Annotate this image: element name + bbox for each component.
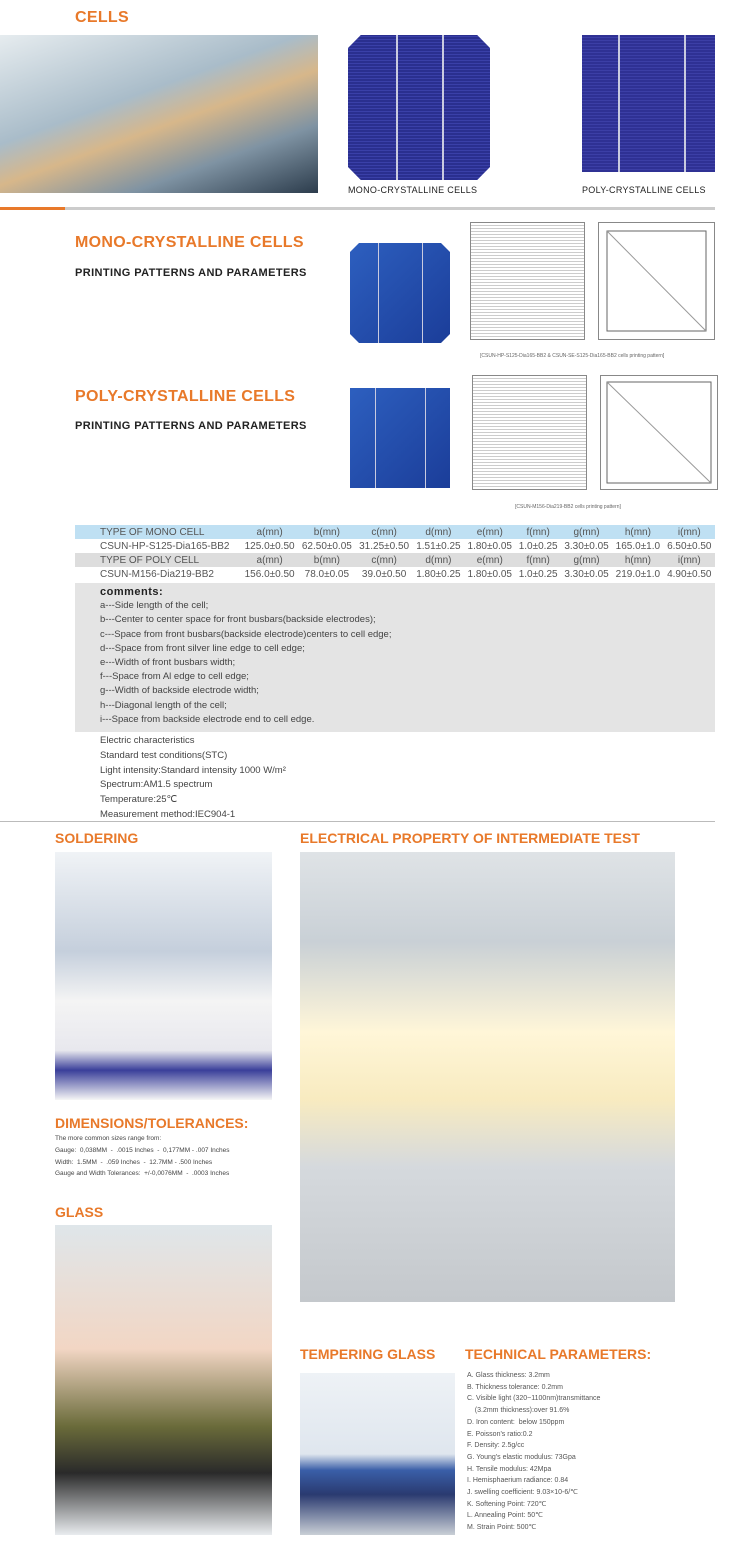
table-cell: 1.80±0.05 [467,540,512,552]
electric-line: Light intensity:Standard intensity 1000 W/m² [100,764,286,776]
technical-parameters-list [467,1370,600,1534]
poly-back-diagram [600,375,718,490]
divider-accent [0,207,65,210]
table-cell: 3.30±0.05 [564,540,609,552]
technical-item: G. Young's elastic modulus: 73Gpa [467,1453,576,1461]
table-cell: 4.90±0.50 [667,568,712,580]
technical-item: L. Annealing Point: 50℃ [467,1512,543,1520]
dimension-line: Width: 1.5MM - .059 Inches - 12.7MM - .500 Inches [55,1158,213,1166]
electric-line: Temperature:25℃ [100,794,178,806]
comment-item: b---Center to center space for front busbars(backside electrodes); [100,614,376,626]
technical-item: H. Tensile modulus: 42Mpa [467,1465,552,1473]
poly-cell-pattern-image [350,388,450,488]
table-cell: 78.0±0.05 [304,568,350,580]
table-cell: d(mn) [425,526,452,538]
technical-item: I. Hemisphaerium radiance: 0.84 [467,1477,569,1485]
electric-line: Standard test conditions(STC) [100,749,228,761]
comment-item: e---Width of front busbars width; [100,657,236,669]
dimension-line: The more common sizes range from: [55,1135,162,1142]
table-cell: CSUN-HP-S125-Dia165-BB2 [100,540,230,552]
table-cell: 219.0±1.0 [615,568,661,580]
table-cell: TYPE OF MONO CELL [100,526,205,538]
comments-title: comments: [100,586,164,598]
comment-item: a---Side length of the cell; [100,600,209,612]
table-cell: 1.80±0.05 [467,568,512,580]
technical-item: C. Visible light (320~1100nm)transmittance [467,1395,601,1403]
table-cell: i(mn) [677,526,701,538]
electrical-test-title: ELECTRICAL PROPERTY OF INTERMEDIATE TEST [300,830,640,846]
mono-back-diagram [598,222,715,340]
cell-parameters-table [75,525,715,581]
divider [65,207,715,210]
mono-section-subtitle: PRINTING PATTERNS AND PARAMETERS [75,267,307,279]
intermediate-test-photo [300,852,675,1302]
comment-item: f---Space from Al edge to cell edge; [100,671,249,683]
poly-cell-image [582,35,715,172]
table-cell: c(mn) [371,526,397,538]
tempering-glass-photo [300,1373,455,1535]
table-cell: 39.0±0.50 [361,568,407,580]
technical-item: D. Iron content: below 150ppm [467,1418,565,1426]
table-cell: 1.0±0.25 [518,568,558,580]
table-cell: a(mn) [256,526,283,538]
production-line-photo [0,35,318,193]
technical-item: J. swelling coefficient: 9.03×10-6/℃ [467,1489,579,1497]
mono-section-title: MONO-CRYSTALLINE CELLS [75,234,304,251]
technical-item: K. Softening Point: 720℃ [467,1500,547,1508]
soldering-title: SOLDERING [55,830,139,846]
table-cell: c(mn) [371,554,397,566]
table-row [75,553,715,567]
table-cell: 156.0±0.50 [244,568,295,580]
table-cell: 1.51±0.25 [416,540,461,552]
comment-item: h---Diagonal length of the cell; [100,699,227,711]
electric-line: Spectrum:AM1.5 spectrum [100,779,213,791]
glass-micrometer-photo [55,1225,272,1535]
table-cell: e(mn) [476,554,503,566]
mono-cell-image [348,35,490,180]
table-cell: h(mn) [624,554,651,566]
poly-section-subtitle: PRINTING PATTERNS AND PARAMETERS [75,420,307,432]
table-cell: b(mn) [313,526,340,538]
electric-line: Electric characteristics [100,735,195,746]
table-cell: f(mn) [526,554,550,566]
dimension-line: Gauge: 0,038MM - .0015 Inches - 0,177MM - .007 Inches [55,1146,230,1154]
technical-item: A. Glass thickness: 3.2mm [467,1372,550,1379]
mono-front-diagram [470,222,585,340]
technical-item: M. Strain Point: 500℃ [467,1524,537,1532]
comment-item: c---Space from front busbars(backside electrode)centers to cell edge; [100,628,392,640]
dimensions-title: DIMENSIONS/TOLERANCES: [55,1115,249,1131]
tempering-glass-title: TEMPERING GLASS [300,1346,436,1362]
comment-item: i---Space from backside electrode end to cell edge. [100,713,315,725]
dimension-line: Gauge and Width Tolerances: +/-0,0076MM - .0003 Inches [55,1170,230,1178]
electric-characteristics [100,734,286,823]
table-cell: CSUN-M156-Dia219-BB2 [100,568,214,580]
dimensions-text [55,1133,230,1180]
table-cell: TYPE OF POLY CELL [100,554,200,566]
table-cell: f(mn) [526,526,550,538]
table-cell: 1.0±0.25 [518,540,558,552]
poly-diagram-caption: [CSUN-M156-Dia219-BB2 cells printing pattern] [515,504,621,510]
table-row [75,539,715,553]
technical-item: B. Thickness tolerance: 0.2mm [467,1383,563,1391]
mono-cell-caption: MONO-CRYSTALLINE CELLS [348,185,478,195]
table-cell: g(mn) [573,526,600,538]
table-cell: 165.0±1.0 [615,540,661,552]
technical-item: E. Poisson's ratio:0.2 [467,1430,533,1438]
table-cell: i(mn) [677,554,701,566]
comment-item: d---Space from front silver line edge to cell edge; [100,642,305,654]
table-cell: a(mn) [256,554,283,566]
glass-title: GLASS [55,1204,104,1220]
table-cell: 6.50±0.50 [667,540,712,552]
table-cell: h(mn) [624,526,651,538]
electric-line: Measurement method:IEC904-1 [100,808,236,820]
poly-front-diagram [472,375,587,490]
table-cell: 125.0±0.50 [244,540,295,552]
table-cell: g(mn) [573,554,600,566]
table-row [75,525,715,539]
table-cell: 62.50±0.05 [301,540,352,552]
comments-block [75,583,715,732]
table-cell: 3.30±0.05 [564,568,609,580]
technical-parameters-title: TECHNICAL PARAMETERS: [465,1346,652,1362]
mono-diagram-caption: [CSUN-HP-S125-Dia165-BB2 & CSUN-SE-S125-Dia165-BB2 cells printing pattern] [480,353,665,359]
table-cell: d(mn) [425,554,452,566]
technical-item: F. Density: 2.5g/cc [467,1442,525,1450]
comment-item: g---Width of backside electrode width; [100,685,259,697]
mono-cell-pattern-image [350,243,450,343]
soldering-photo [55,852,272,1100]
table-cell: b(mn) [313,554,340,566]
section-divider [0,821,715,822]
technical-item: (3.2mm thickness):over 91.6% [467,1407,570,1415]
table-row [75,567,715,581]
cells-title: CELLS [75,9,129,26]
poly-cell-caption: POLY-CRYSTALLINE CELLS [582,185,706,195]
table-cell: 31.25±0.50 [359,540,410,552]
poly-section-title: POLY-CRYSTALLINE CELLS [75,388,296,405]
table-cell: e(mn) [476,526,503,538]
table-cell: 1.80±0.25 [416,568,461,580]
